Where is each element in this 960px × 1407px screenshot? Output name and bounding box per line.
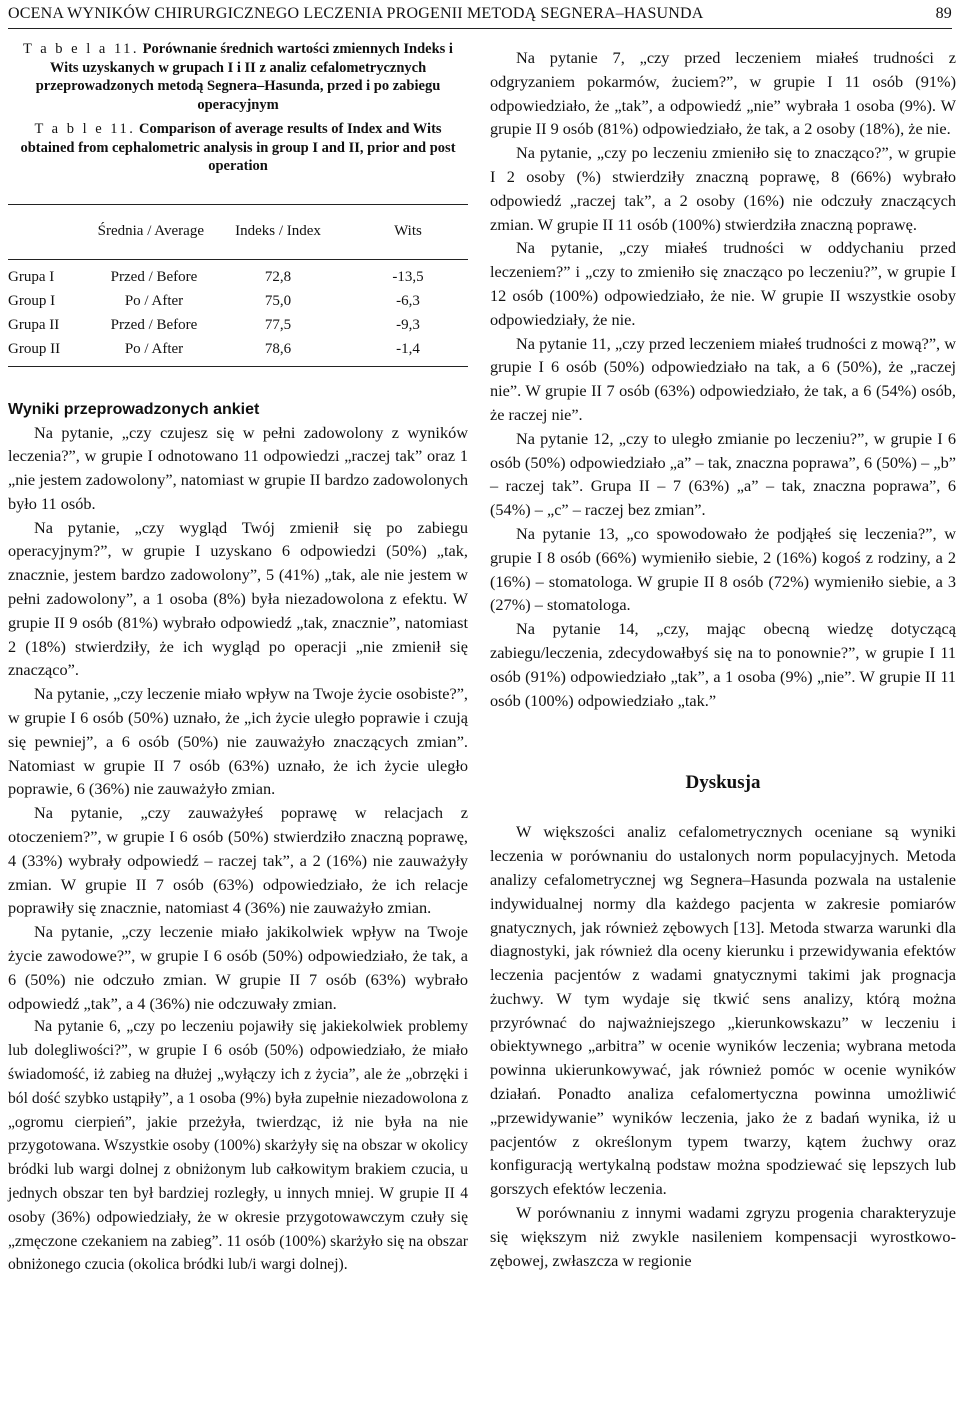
time-cell: Po / After (100, 338, 208, 367)
header-wits: Wits (348, 204, 468, 259)
time-cell: Przed / Before (110, 269, 198, 285)
results-paragraph: Na pytanie 13, „co spowodowało że podjąłeś się leczenia?”, w grupie I 8 osób (66%) wymieniło siebie, 2 (16%) kogoś z rodziny, a 2 (16%) – stomatologa. W grupie II 8 osób (72%) wymieniło siebie, a 3 (27%) – stomatologa. (490, 523, 956, 615)
wits-cell: -6,3 (396, 293, 420, 309)
wits-cell: -9,3 (396, 317, 420, 333)
table-row (8, 259, 468, 290)
index-cell: 72,8 (264, 269, 292, 285)
table-label-pl: T a b e l a 11. (23, 41, 140, 57)
wits-cell: -13,5 (392, 269, 424, 285)
results-paragraph: Na pytanie 7, „czy przed leczeniem miałeś trudności z odgryzaniem pokarmów, żuciem?”, w grupie I 11 osób (91%) odpowiedziało, że „tak”, a odpowiedź „nie” wybrała 1 osoba (9%). W grupie II 9 osób (81%) odpowiedziało, że tak, a 2 osoby (18%), że nie. (490, 48, 956, 139)
table-caption-en (8, 120, 468, 176)
header-index: Indeks / Index (208, 204, 348, 259)
left-column (8, 40, 468, 1277)
results-paragraph: Na pytanie, „czy czujesz się w pełni zadowolony z wyników leczenia?”, w grupie I odnotowano 11 odpowiedzi „raczej tak” oraz 1 „nie jestem zadowolony”, natomiast w grupie II bardzo zadowolonych było 11 osób. (8, 422, 468, 513)
discussion-heading: Dyskusja (685, 772, 761, 794)
table-label-en: T a b l e 11. (34, 121, 136, 137)
wits-cell: -1,4 (348, 338, 468, 367)
header-average: Średnia / Average (8, 204, 208, 259)
results-paragraph: Na pytanie 14, „czy, mając obecną wiedzę dotyczącą zabiegu/leczenia, zdecydowałbyś się na to ponownie?”, w grupie I 11 osób (91%) odpowiedziało „tak”, a 1 osoba (9%) „nie”. W grupie II 11 osób (100%) odpowiedziało „tak.” (490, 619, 956, 710)
results-table (8, 204, 468, 367)
results-paragraph: Na pytanie 11, „czy przed leczeniem miałeś trudności z mową?”, w grupie I 6 osób (50%) odpowiedziało na tak, a 6 (50%), że „raczej nie”. W grupie II 7 osób (63%) odpowiedziało, że tak, a 6 (54%) osób, że raczej nie”. (490, 333, 956, 424)
group-cell: Group I (8, 293, 56, 309)
group-cell: Grupa II (8, 317, 60, 333)
time-cell: Po / After (124, 293, 184, 309)
table-row (8, 338, 468, 367)
results-paragraph: Na pytanie 12, „czy to uległo zmianie po leczeniu?”, w grupie I 6 osób (50%) odpowiedziało „a” – tak, znaczna poprawa”, 6 (50%) – „b” – raczej tak”. Grupa II – 7 (63%) „a” – tak, znaczna poprawa”, 6 (54%) – „c” – raczej bez zmian”. (490, 428, 956, 520)
table-header-row (8, 204, 468, 259)
table-row (8, 314, 468, 338)
right-column (490, 46, 956, 1272)
index-cell: 77,5 (264, 317, 292, 333)
discussion-paragraph: W większości analiz cefalometrycznych oceniane są wyniki leczenia w porównaniu do ustalonych norm populacyjnych. Metoda analizy cefalometrycznej wg Segnera–Hasunda pozwala na ustalenie indywidualnej normy dla każdego pacjenta w zakresie pomiarów gnatycznych, jak również zębowych [13]. Metoda stwarza warunki dla diagnostyki, jak również dla oceny kierunku i przewidywania efektów leczenia pacjentów z wadami gnatycznymi takimi jak prognacja żuchwy. W tym wydaje się tkwić sens analizy, którą można przyrównać do najważniejszego „kierunkowskazu” w leczeniu i obiektywnego „arbitra” w ocenie wyników leczenia; wybrana metoda powinna ukierunkowywać, jak również pomóc w ocenie wyników działań. Ponadto analiza cefalomertyczna powinna umożliwić „przewidywanie” wyników leczenia, jako że z badań wynika, iż u pacjentów z określonym typem twarzy, kątem żuchwy oraz konfiguracją wertykalną podstaw można spodziewać się lepszych lub gorszych efektów leczenia. (490, 822, 956, 1199)
group-cell: Grupa I (8, 269, 55, 285)
discussion-paragraph: W porównaniu z innymi wadami zgryzu progenia charakteryzuje się większym niż zwykle nasileniem kompensacji wyrostkowo-zębowej, zwłaszcza w regionie (490, 1203, 956, 1270)
results-paragraph: Na pytanie, „czy leczenie miało jakikolwiek wpływ na Twoje życie zawodowe?”, w grupie I 6 osób (50%) odpowiedziało, że tak, a 6 (50%) nie odczuło zmian. W grupie II 7 osób (63%) wybrało odpowiedź „tak”, a 4 (36%) nie odczuwały zmian. (8, 922, 468, 1013)
results-paragraph: Na pytanie 6, „czy po leczeniu pojawiły się jakiekolwiek problemy lub dolegliwości?”, w grupie I 6 osób (50%) odpowiedziało, że miało świadomość, iż zabieg na dłużej „wyłączy ich z życia”, ale że „obrzęki i ból dość szybko ustąpiły”, a 1 osoba (9%) była zupełnie niezadowolona z „ogromu cierpień”, jakie przeżyła, twierdząc, iż nie była na nie przygotowana. Wszystkie osoby (100%) skarżyły się na obszar w okolicy bródki lub wargi dolnej z obniżonym lub całkowitym brakiem czucia, u jednych obszar ten był bardziej rozległy, u innych mniej. W grupie II 4 osoby (36%) odpowiedziały, że w okresie przygotowawczym czuły się „zmęczone czekaniem na zabieg”. 11 osób (100%) skarżyło się na obszar obniżonego czucia (okolica bródki lub/i wargi dolnej). (8, 1018, 468, 1274)
group-cell: Group II (8, 338, 100, 367)
running-title: OCENA WYNIKÓW CHIRURGICZNEGO LECZENIA PROGENII METODĄ SEGNERA–HASUNDA (8, 5, 704, 22)
results-paragraph: Na pytanie, „czy miałeś trudności w oddychaniu przed leczeniem?” i „czy to zmieniło się znacząco po leczeniu?”, w grupie I 12 osób (100%) odpowiedziało, że nie. W grupie II wszystkie osoby odpowiedziały, że nie. (490, 238, 956, 329)
page-number: 89 (935, 5, 952, 22)
results-paragraph: Na pytanie, „czy leczenie miało wpływ na Twoje życie osobiste?”, w grupie I 6 osób (50%) uznało, że „ich życie uległo poprawie i czują się pewniej”, a 6 osób (50%) nie zauważyło znaczących zmian”. Natomiast w grupie II 7 osób (63%) uznało, że ich życie uległo poprawie, 6 (36%) nie zauważyło zmian. (8, 684, 468, 799)
results-heading: Wyniki przeprowadzonych ankiet (8, 400, 260, 418)
table-caption-pl (8, 40, 468, 114)
table-caption-pl-text: Porównanie średnich wartości zmiennych Indeks i Wits uzyskanych w grupach I i II z analiz cefalometrycznych przeprowadzonych metodą Segnera–Hasunda, przed i po zabiegu operacyjnym (35, 41, 453, 113)
table-caption-en-text: Comparison of average results of Index and Wits obtained from cephalometric analysis in group I and II, prior and post operation (20, 121, 456, 174)
index-cell: 75,0 (264, 293, 292, 309)
running-header (8, 0, 952, 29)
index-cell: 78,6 (208, 338, 348, 367)
results-paragraph: Na pytanie, „czy po leczeniu zmieniło się to znacząco?”, w grupie I 2 osoby (%) stwierdziły znaczną poprawę, 8 (66%) wybrało odpowiedź „raczej tak”, a 2 osoby (16%) nie odczuły znaczących zmian. W grupie II 11 osób (100%) stwierdziła znaczną poprawę. (490, 143, 956, 234)
results-paragraph: Na pytanie, „czy wygląd Twój zmienił się po zabiegu operacyjnym?”, w grupie I uzyskano 6 odpowiedzi (50%) „tak, znacznie, jestem bardzo zadowolony”, 5 (41%) „tak, ale nie jestem w pełni zadowolony”, a 1 osoba (8%) była niezadowolona z efektu. W grupie II 9 osób (81%) wybrało odpowiedź „tak, znacznie”, natomiast 2 (18%) stwierdziły, że ich wygląd po operacji „nie zmienił się znacząco”. (8, 517, 468, 680)
table-row (8, 290, 468, 314)
results-paragraph: Na pytanie, „czy zauważyłeś poprawę w relacjach z otoczeniem?”, w grupie I 6 osób (50%) stwierdziło znaczną poprawę, 4 (33%) wybrały odpowiedź – raczej tak”, a 2 (16%) nie zauważyły zmian. W grupie II 7 osób (63%) odpowiedziało, że ich relacje poprawiły się znacznie, natomiast 4 (36%) nie zauważyło zmian. (8, 803, 468, 918)
time-cell: Przed / Before (110, 317, 198, 333)
